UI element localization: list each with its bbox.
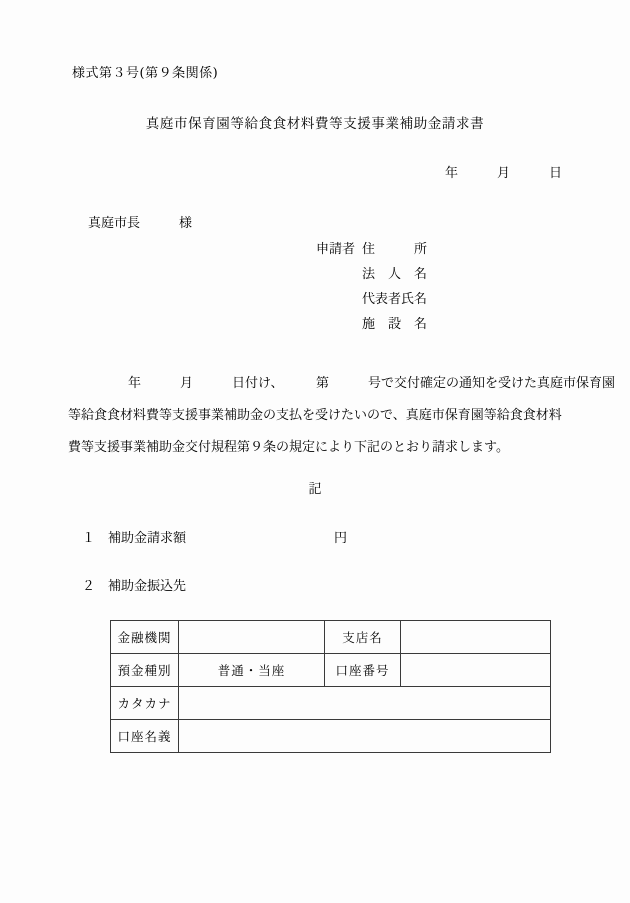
cell-label-deposit-type: 預金種別 (111, 654, 179, 687)
form-number: 様式第３号(第９条関係) (72, 66, 219, 81)
cell-label-account-number: 口座番号 (325, 654, 401, 687)
table-row (111, 687, 551, 720)
applicant-row-corporation (316, 263, 427, 288)
ki-marker: 記 (308, 482, 322, 497)
cell-value-deposit-type[interactable]: 普通・当座 (179, 654, 325, 687)
body-paragraph (68, 368, 615, 464)
body-line-1: 年 月 日付け、 第 号で交付確定の通知を受けた真庭市保育園 (128, 376, 615, 391)
cell-input-katakana[interactable] (179, 687, 551, 720)
applicant-field-facility: 施 設 名 (362, 317, 428, 332)
bank-account-table (110, 620, 551, 753)
body-line-2: 等給食食材料費等支援事業補助金の支払を受けたいので、真庭市保育園等給食食材料 (68, 408, 562, 423)
applicant-block (316, 238, 427, 338)
body-line-3: 費等支援事業補助金交付規程第９条の規定により下記のとおり請求します。 (68, 440, 509, 455)
cell-input-account-number[interactable] (401, 654, 551, 687)
applicant-field-corporation: 法 人 名 (362, 267, 428, 282)
table-row (111, 654, 551, 687)
cell-input-branch-name[interactable] (401, 621, 551, 654)
item-transfer-destination: ２ 補助金振込先 (82, 579, 187, 594)
applicant-row-representative (316, 288, 427, 313)
cell-label-katakana: カタカナ (111, 687, 179, 720)
cell-input-account-holder[interactable] (179, 720, 551, 753)
item-claim-amount-unit: 円 (334, 531, 348, 546)
item-claim-amount: １ 補助金請求額 (82, 531, 187, 546)
applicant-field-representative: 代表者氏名 (362, 292, 428, 307)
document-title: 真庭市保育園等給食食材料費等支援事業補助金請求書 (145, 116, 485, 132)
applicant-label: 申請者 (316, 242, 356, 257)
table-row (111, 720, 551, 753)
applicant-field-address: 住 所 (362, 242, 428, 257)
date-line: 年 月 日 (444, 166, 562, 181)
applicant-row-address (316, 238, 427, 263)
cell-label-branch-name: 支店名 (325, 621, 401, 654)
table-row (111, 621, 551, 654)
applicant-row-facility (316, 313, 427, 338)
cell-label-financial-institution: 金融機関 (111, 621, 179, 654)
cell-label-account-holder: 口座名義 (111, 720, 179, 753)
cell-input-financial-institution[interactable] (179, 621, 325, 654)
addressee: 真庭市長 様 (88, 216, 193, 231)
